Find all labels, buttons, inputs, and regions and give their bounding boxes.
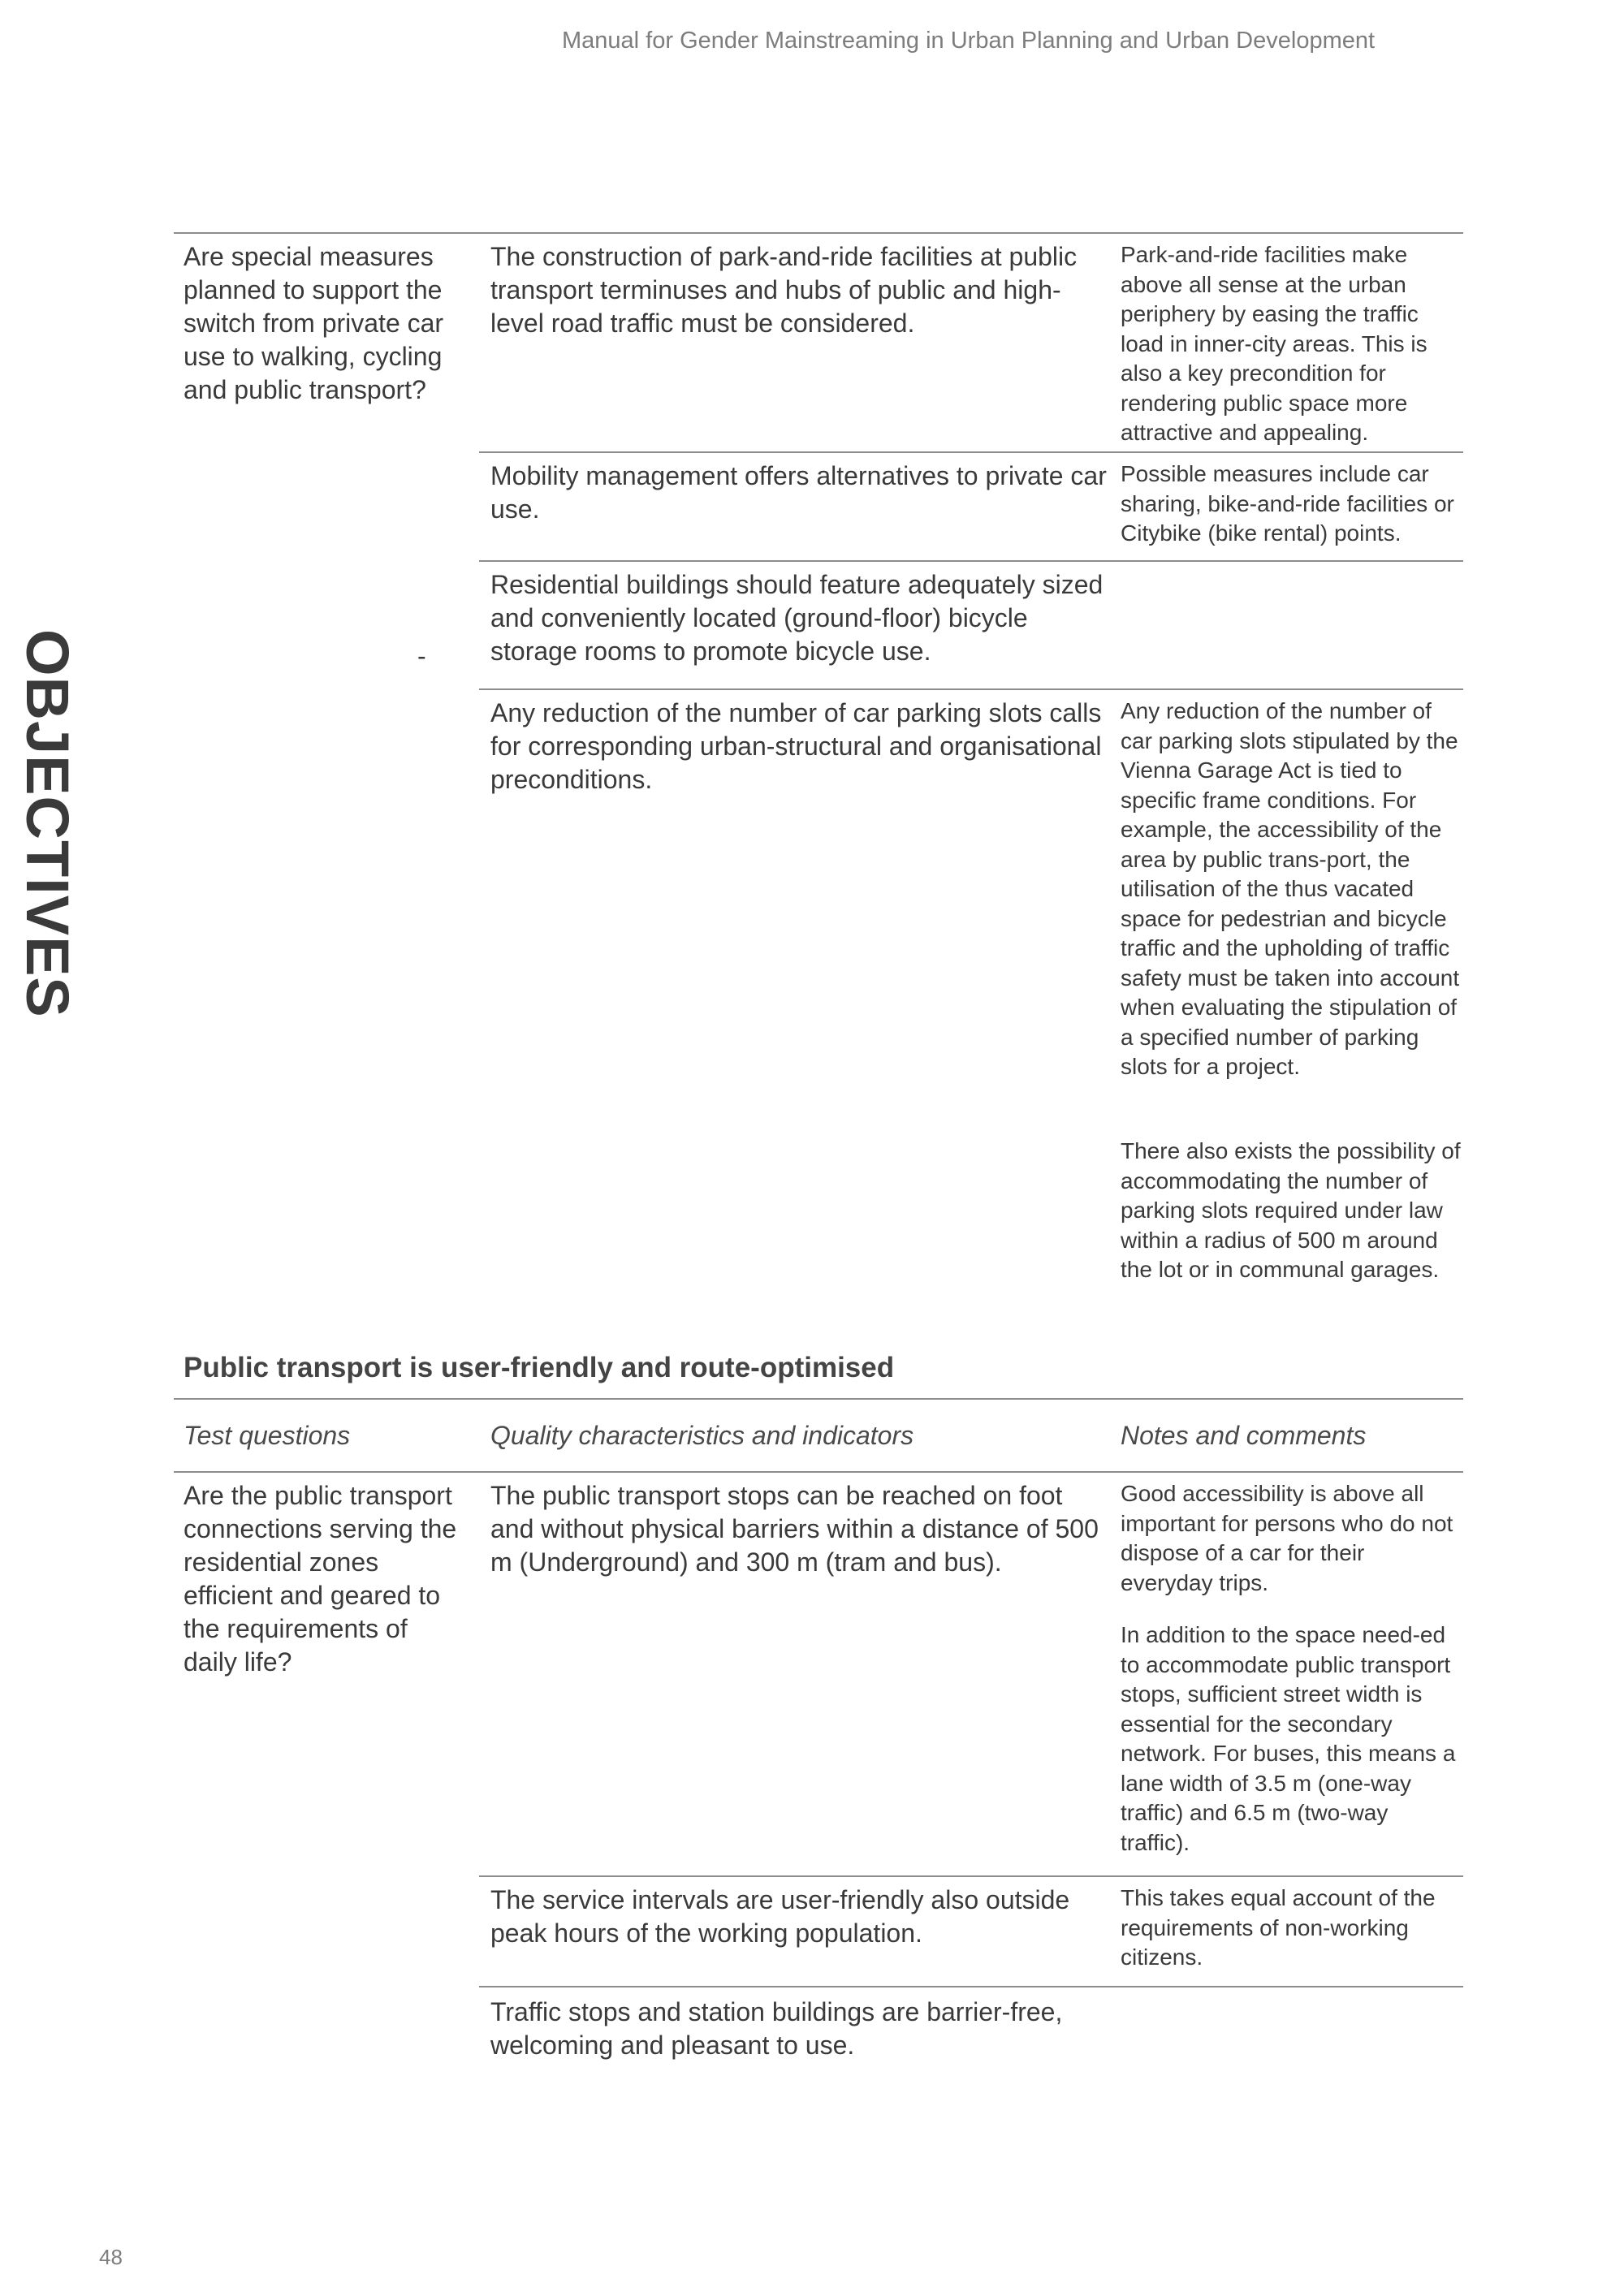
quality-parking-reduction: Any reduction of the number of car parking slots calls for corresponding urban-structural and organisational preconditions. [490, 698, 1102, 794]
row-divider [479, 1986, 1463, 1987]
note-park-and-ride: Park-and-ride facilities make above all sense at the urban periphery by easing the traffic load in inner-city areas. This is also a key precondition for rendering public space more attractive and appealing. [1121, 242, 1427, 445]
quality-barrier-free-stops: Traffic stops and station buildings are barrier-free, welcoming and pleasant to use. [490, 1997, 1063, 2060]
note-accessibility: Good accessibility is above all important for persons who do not dispose of a car for their everyday trips. [1121, 1481, 1453, 1595]
header-bottom-rule [174, 1471, 1463, 1473]
section-title-public-transport: Public transport is user-friendly and route-optimised [184, 1352, 895, 1383]
row-divider [479, 1875, 1463, 1877]
quality-mobility-management: Mobility management offers alternatives to private car use. [490, 461, 1107, 524]
row-divider [479, 451, 1463, 453]
table-top-rule [174, 232, 1463, 234]
running-header: Manual for Gender Mainstreaming in Urban Planning and Urban Development [562, 28, 1376, 54]
note-parking-radius: There also exists the possibility of accommodating the number of parking slots required under law within a radius of 500 m around the lot or in communal garages. [1121, 1138, 1461, 1282]
column-header-notes: Notes and comments [1121, 1421, 1367, 1450]
quality-service-intervals: The service intervals are user-friendly also outside peak hours of the working population. [490, 1885, 1070, 1948]
quality-park-and-ride: The construction of park-and-ride facilities at public transport terminuses and hubs of public and high-level road traffic must be considered. [490, 242, 1078, 338]
quality-bicycle-storage: Residential buildings should feature adequately sized and conveniently located (ground-floor) bicycle storage rooms to promote bicycle use. [490, 570, 1104, 666]
note-non-working-citizens: This takes equal account of the requirements of non-working citizens. [1121, 1885, 1436, 1970]
dash-mark: - [417, 641, 426, 671]
row-divider [479, 688, 1463, 690]
page-number: 48 [99, 2245, 123, 2269]
note-street-width: In addition to the space need-ed to accommodate public transport stops, sufficient street width is essential for the secondary network. For buses, this means a lane width of 3.5 m (one-way traffic) and 6.5 m (two-way traffic). [1121, 1622, 1456, 1855]
column-header-quality: Quality characteristics and indicators [490, 1421, 914, 1450]
note-parking-reduction: Any reduction of the number of car parking slots stipulated by the Vienna Garage Act is tied to specific frame conditions. For example, the accessibility of the area by public trans-port, the utilisation of the thus vacated space for pedestrian and bicycle traffic and the upholding of traffic safety must be taken into account when evaluating the stipulation of a specified number of parking slots for a project. [1121, 698, 1460, 1079]
row-divider [479, 560, 1463, 562]
section-top-rule [174, 1398, 1463, 1400]
column-header-test-questions: Test questions [184, 1421, 351, 1450]
note-mobility-management: Possible measures include car sharing, bike-and-ride facilities or Citybike (bike rental) points. [1121, 461, 1454, 546]
quality-stops-distance: The public transport stops can be reached on foot and without physical barriers within a distance of 500 m (Underground) and 300 m (tram and bus). [490, 1481, 1099, 1577]
test-question-measures: Are special measures planned to support the switch from private car use to walking, cycling and public transport? [184, 242, 444, 404]
test-question-connections: Are the public transport connections serving the residential zones efficient and geared to the requirements of daily life? [184, 1481, 457, 1677]
side-label-objectives: OBJECTIVES [14, 629, 81, 1018]
